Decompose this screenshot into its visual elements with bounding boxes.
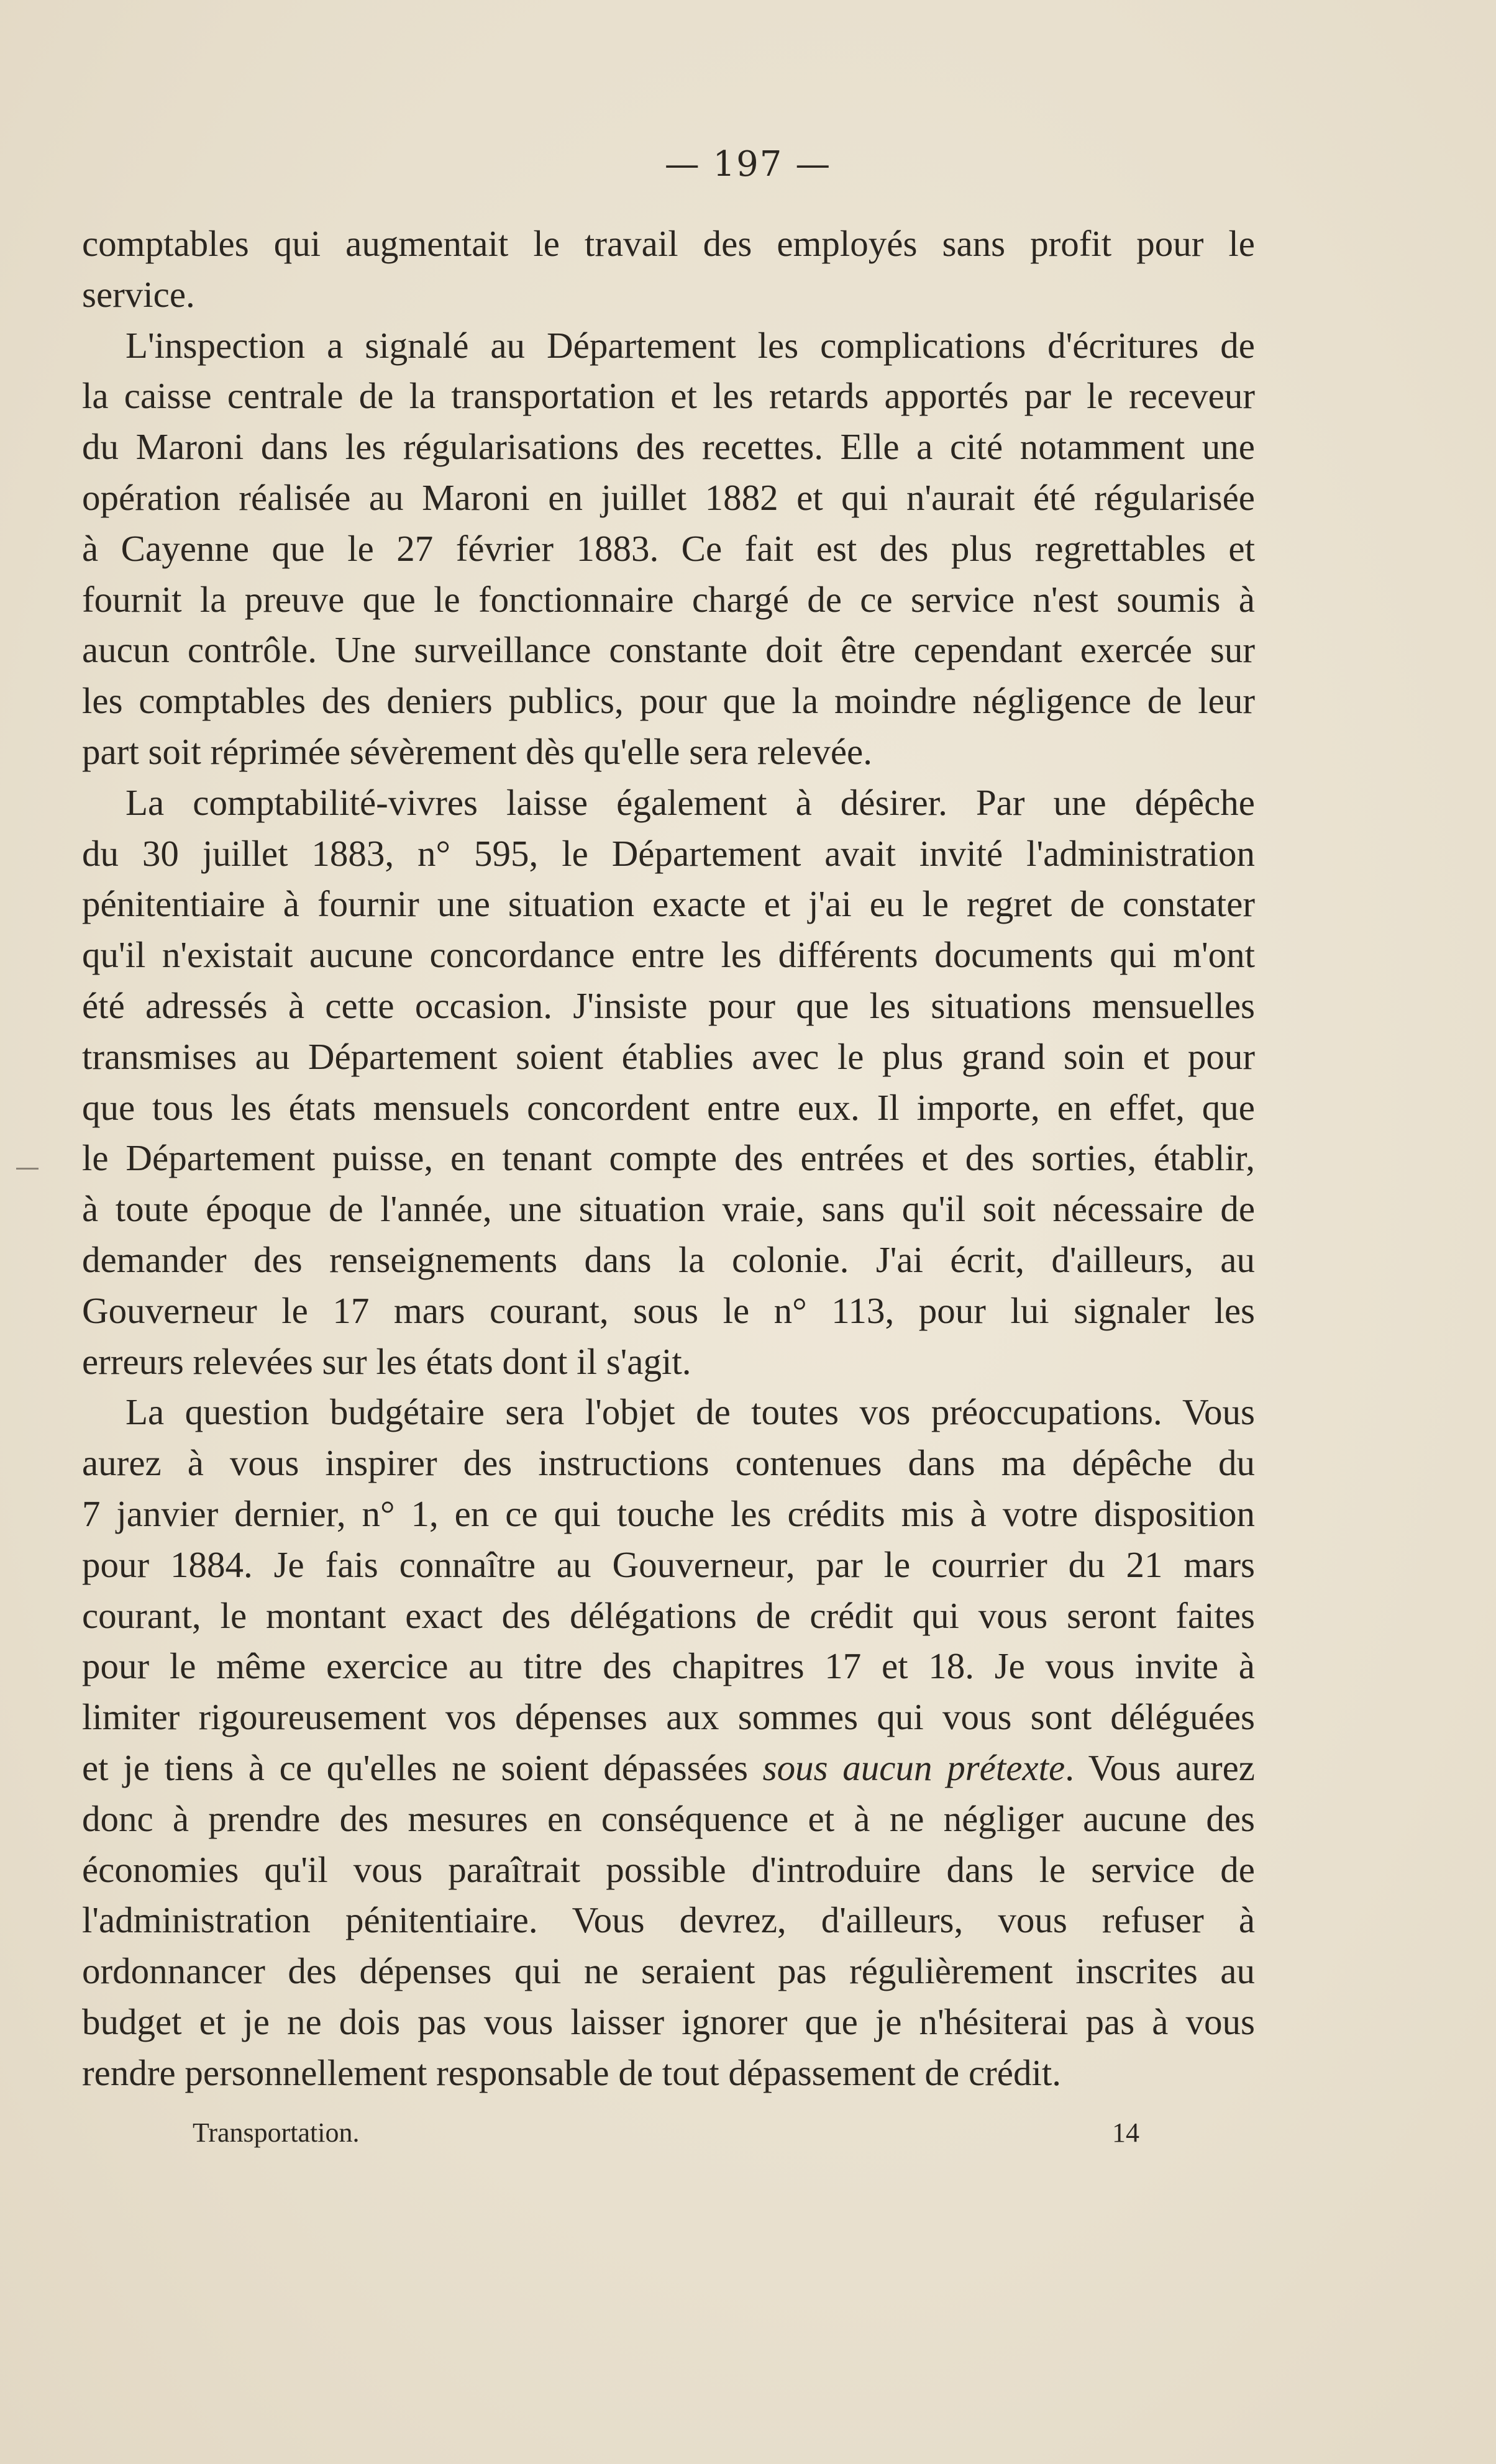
text-line: fournit la preuve que le fonctionnaire chargé de ce service n'est soumis à [82, 578, 1255, 620]
text-line: La comptabilité-vivres laisse également à désirer. Par une dépêche [125, 781, 1255, 823]
body-text [82, 219, 1255, 2098]
text-line: comptables qui augmentait le travail des employés sans profit pour le [82, 223, 1255, 264]
text-line: du 30 juillet 1883, n° 595, le Département avait invité l'administration [82, 832, 1255, 874]
text-line: opération réalisée au Maroni en juillet 1882 et qui n'aurait été régularisée [82, 476, 1255, 518]
text-segment: . Vous aurez [1065, 1747, 1255, 1788]
text-line: rendre personnellement responsable de tout dépassement de crédit. [82, 2052, 1062, 2093]
folio-number: 14 [1112, 2117, 1139, 2148]
text-line: pour 1884. Je fais connaître au Gouverneur, par le courrier du 21 mars [82, 1543, 1255, 1585]
text-line: demander des renseignements dans la colonie. J'ai écrit, d'ailleurs, au [82, 1239, 1255, 1280]
text-line: qu'il n'existait aucune concordance entre les différents documents qui m'ont [82, 934, 1255, 976]
text-line: transmises au Département soient établies avec le plus grand soin et pour [82, 1035, 1255, 1077]
text-line: pour le même exercice au titre des chapitres 17 et 18. Je vous invite à [82, 1645, 1255, 1687]
text-line: la caisse centrale de la transportation et les retards apportés par le receveur [82, 375, 1255, 417]
text-line [82, 1743, 1255, 1794]
margin-mark [16, 1168, 39, 1170]
signature-mark: Transportation. [193, 2117, 360, 2148]
text-line: pénitentiaire à fournir une situation exacte et j'ai eu le regret de constater [82, 883, 1255, 925]
text-line: service. [82, 273, 195, 315]
text-line: que tous les états mensuels concordent entre eux. Il importe, en effet, que [82, 1086, 1255, 1128]
text-line: du Maroni dans les régularisations des recettes. Elle a cité notamment une [82, 426, 1255, 468]
text-line: à Cayenne que le 27 février 1883. Ce fait est des plus regrettables et [82, 527, 1255, 569]
text-line: part soit réprimée sévèrement dès qu'elle sera relevée. [82, 730, 872, 772]
text-line: budget et je ne dois pas vous laisser ignorer que je n'hésiterai pas à vous [82, 2001, 1255, 2042]
text-segment: et je tiens à ce qu'elles ne soient dépassées [82, 1747, 763, 1788]
text-line: donc à prendre des mesures en conséquence et à ne négliger aucune des [82, 1798, 1255, 1839]
text-line: à toute époque de l'année, une situation vraie, sans qu'il soit nécessaire de [82, 1188, 1255, 1230]
page-number: — 197 — [664, 144, 832, 184]
text-line: La question budgétaire sera l'objet de toutes vos préoccupations. Vous [125, 1391, 1255, 1433]
text-line: 7 janvier dernier, n° 1, en ce qui touche les crédits mis à votre disposition [82, 1493, 1255, 1534]
text-line: l'administration pénitentiaire. Vous devrez, d'ailleurs, vous refuser à [82, 1899, 1255, 1941]
text-line: les comptables des deniers publics, pour que la moindre négligence de leur [82, 680, 1255, 722]
emphasis-text: sous aucun prétexte [762, 1747, 1065, 1788]
text-line: aurez à vous inspirer des instructions contenues dans ma dépêche du [82, 1442, 1255, 1484]
text-line: limiter rigoureusement vos dépenses aux sommes qui vous sont déléguées [82, 1696, 1255, 1738]
text-line: été adressés à cette occasion. J'insiste pour que les situations mensuelles [82, 984, 1255, 1026]
text-line: le Département puisse, en tenant compte des entrées et des sorties, établir, [82, 1137, 1255, 1179]
text-line: économies qu'il vous paraîtrait possible d'introduire dans le service de [82, 1848, 1255, 1890]
text-line: L'inspection a signalé au Département les complications d'écritures de [125, 324, 1255, 366]
text-line: courant, le montant exact des délégations de crédit qui vous seront faites [82, 1594, 1255, 1636]
text-line: aucun contrôle. Une surveillance constante doit être cependant exercée sur [82, 629, 1255, 671]
text-line: ordonnancer des dépenses qui ne seraient pas régulièrement inscrites au [82, 1950, 1255, 1992]
text-line: Gouverneur le 17 mars courant, sous le n° 113, pour lui signaler les [82, 1289, 1255, 1331]
text-line: erreurs relevées sur les états dont il s'agit. [82, 1340, 691, 1382]
